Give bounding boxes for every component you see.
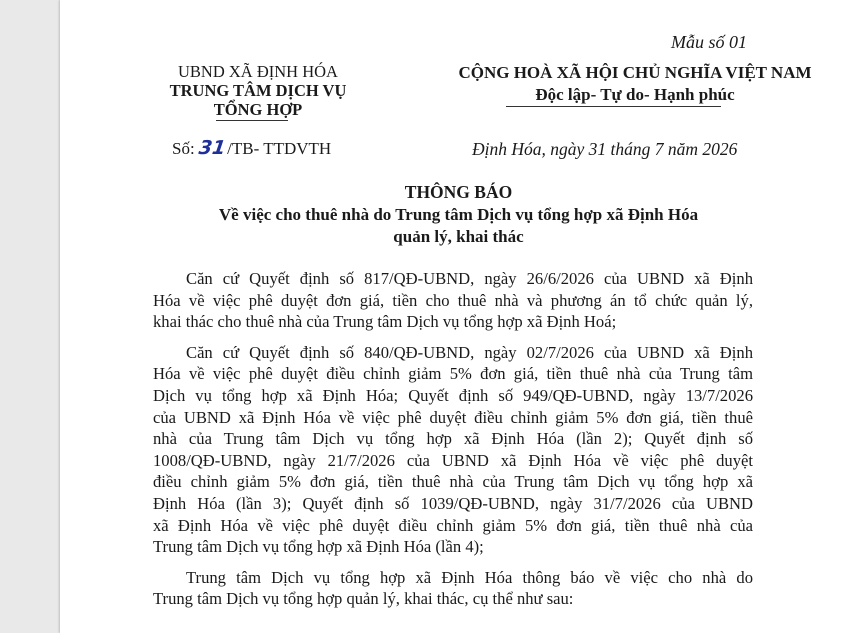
country-name: CỘNG HOÀ XÃ HỘI CHỦ NGHĨA VIỆT NAM — [458, 63, 812, 82]
text-line: Trung tâm Dịch vụ tổng hợp xã Định Hóa (lần 4); — [153, 537, 484, 557]
paragraph — [153, 567, 753, 610]
paragraph — [153, 342, 753, 558]
text-line: Căn cứ Quyết định số 817/QĐ-UBND, ngày 26/6/2026 của UBND xã Định — [186, 269, 753, 288]
paragraph — [153, 268, 753, 333]
handwritten-number: 31 — [197, 137, 227, 159]
text-line: xã Định Hóa về việc phê duyệt điều chỉnh giảm 5% đơn giá, tiền thuê nhà của — [153, 515, 753, 535]
date-line: Định Hóa, ngày 31 tháng 7 năm 2026 — [472, 139, 738, 159]
text-line: khai thác cho thuê nhà của Trung tâm Dịch vụ tổng hợp xã Định Hoá; — [153, 312, 617, 332]
agency-name-line2: TỔNG HỢP — [213, 100, 303, 119]
document-subtitle-line1: Về việc cho thuê nhà do Trung tâm Dịch vụ tổng hợp xã Định Hóa — [218, 205, 699, 224]
document-number — [172, 137, 331, 159]
doc-number-suffix: /TB- TTDVTH — [227, 139, 332, 158]
text-line: Căn cứ Quyết định số 840/QĐ-UBND, ngày 02/7/2026 của UBND xã Định — [186, 342, 753, 362]
text-line: Trung tâm Dịch vụ tổng hợp xã Định Hóa thông báo về việc cho nhà do — [186, 567, 753, 587]
text-line: của UBND xã Định Hóa về việc phê duyệt điều chỉnh giảm 5% đơn giá, tiền thuê — [153, 407, 753, 427]
text-line: Hóa về việc phê duyệt điều chỉnh giảm 5% đơn giá, tiền thuê nhà của Trung tâm — [153, 364, 753, 384]
national-motto — [425, 62, 845, 106]
agency-underline — [216, 120, 288, 121]
doc-number-prefix: Số: — [172, 139, 195, 158]
text-line: Định Hóa (lần 3); Quyết định số 1039/QĐ-UBND, ngày 31/7/2026 của UBND — [153, 493, 753, 513]
document-subtitle-line2: quản lý, khai thác — [393, 227, 524, 246]
document-page — [60, 0, 857, 633]
text-line: Trung tâm Dịch vụ tổng hợp quản lý, khai thác, cụ thể như sau: — [153, 589, 574, 609]
agency-name-line1: TRUNG TÂM DỊCH VỤ — [169, 81, 347, 100]
text-line: 1008/QĐ-UBND, ngày 21/7/2026 của UBND xã Định Hóa về việc phê duyệt — [153, 450, 753, 470]
text-line: Dịch vụ tổng hợp xã Định Hóa; Quyết định số 949/QĐ-UBND, ngày 13/7/2026 — [153, 385, 753, 405]
text-line: Hóa về việc phê duyệt đơn giá, tiền cho thuê nhà và phương án tổ chức quản lý, — [153, 290, 753, 310]
agency-parent: UBND XÃ ĐỊNH HÓA — [178, 62, 338, 81]
issuing-agency — [160, 62, 356, 119]
document-title: THÔNG BÁO — [404, 182, 513, 202]
text-line: điều chỉnh giảm 5% đơn giá, tiền thuê nhà của Trung tâm Dịch vụ tổng hợp xã — [153, 472, 753, 492]
motto: Độc lập- Tự do- Hạnh phúc — [535, 85, 735, 104]
motto-underline — [506, 106, 721, 107]
text-line: nhà của Trung tâm Dịch vụ tổng hợp xã Định Hóa (lần 2); Quyết định số — [153, 429, 753, 449]
form-number: Mẫu số 01 — [671, 32, 747, 52]
document-body — [153, 268, 753, 619]
